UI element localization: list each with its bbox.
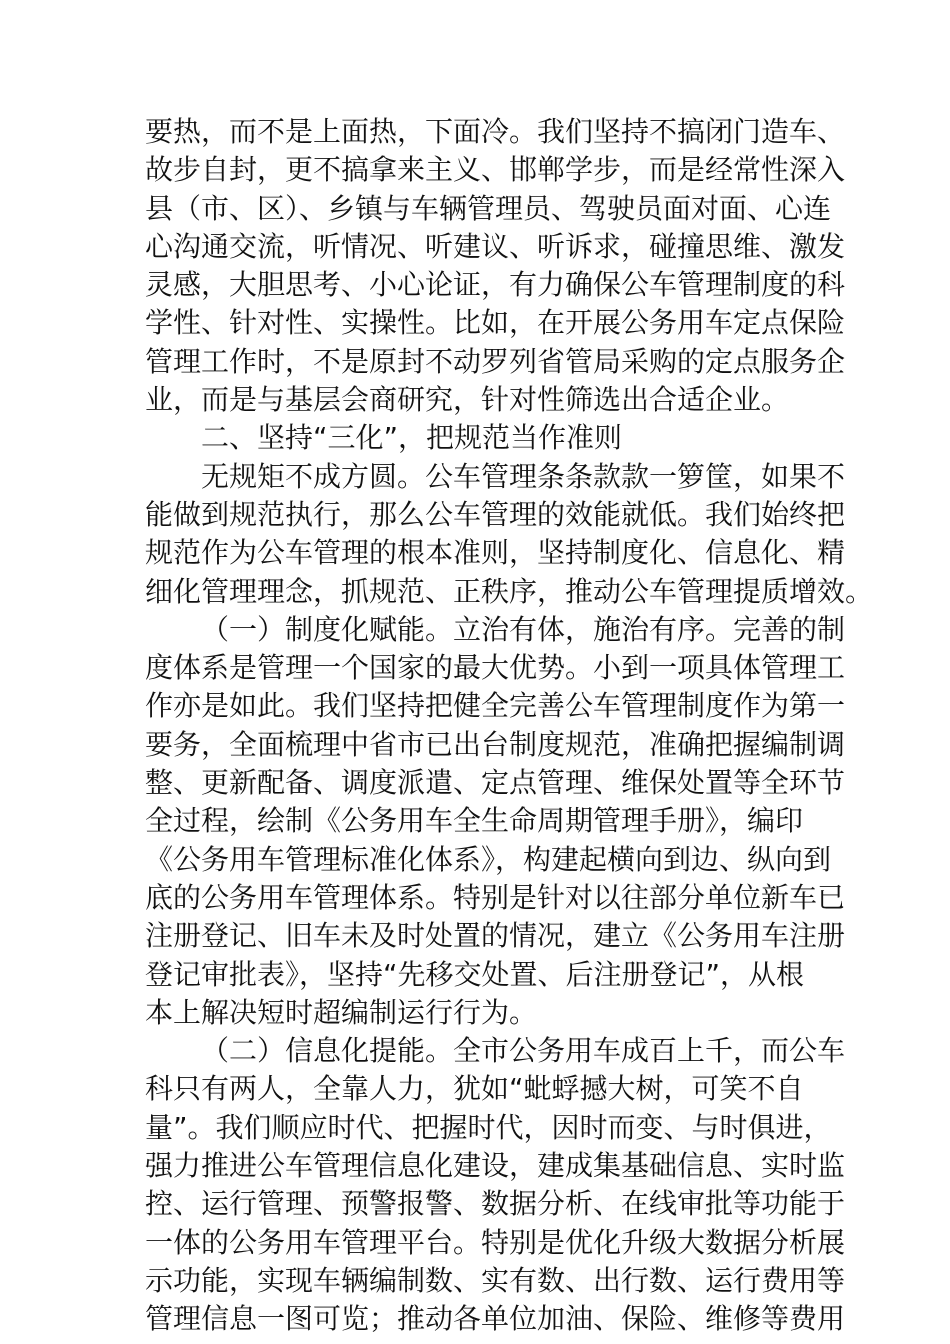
text-line: 管理信息一图可览；推动各单位加油、保险、维修等费用 <box>145 1302 846 1336</box>
text-line: 登记审批表》，坚持“先移交处置、后注册登记”，从根 <box>145 957 805 991</box>
subsection-first-line: （二）信息化提能。全市公务用车成百上千，而公车 <box>201 1034 846 1068</box>
text-line: 学性、针对性、实操性。比如，在开展公务用车定点保险 <box>145 306 846 340</box>
text-line: 心沟通交流，听情况、听建议、听诉求，碰撞思维、激发 <box>145 229 846 263</box>
text-line: 故步自封，更不搞拿来主义、邯郸学步，而是经常性深入 <box>145 153 846 187</box>
text-line: 《公务用车管理标准化体系》，构建起横向到边、纵向到 <box>145 842 832 876</box>
text-line: 作亦是如此。我们坚持把健全完善公车管理制度作为第一 <box>145 689 846 723</box>
text-line: 度体系是管理一个国家的最大优势。小到一项具体管理工 <box>145 651 846 685</box>
text-line: 示功能，实现车辆编制数、实有数、出行数、运行费用等 <box>145 1263 846 1297</box>
text-line: 底的公务用车管理体系。特别是针对以往部分单位新车已 <box>145 880 846 914</box>
text-line: 注册登记、旧车未及时处置的情况，建立《公务用车注册 <box>145 919 846 953</box>
text-line: 科只有两人，全靠人力，犹如“蚍蜉撼大树，可笑不自 <box>145 1072 804 1106</box>
subsection-first-line: （一）制度化赋能。立治有体，施治有序。完善的制 <box>201 612 846 646</box>
text-line: 一体的公务用车管理平台。特别是优化升级大数据分析展 <box>145 1225 846 1259</box>
text-line: 要务，全面梳理中省市已出台制度规范，准确把握编制调 <box>145 727 846 761</box>
text-line: 细化管理理念，抓规范、正秩序，推动公车管理提质增效。 <box>145 574 874 608</box>
text-line: 全过程，绘制《公务用车全生命周期管理手册》，编印 <box>145 804 804 838</box>
text-line: 县（市、区）、乡镇与车辆管理员、驾驶员面对面、心连 <box>145 191 832 225</box>
text-line: 要热，而不是上面热，下面冷。我们坚持不搞闭门造车、 <box>145 115 846 148</box>
text-line: 管理工作时，不是原封不动罗列省管局采购的定点服务企 <box>145 344 846 378</box>
section-heading: 二、坚持“三化”，把规范当作准则 <box>201 421 623 455</box>
text-line: 本上解决短时超编制运行行为。 <box>145 995 538 1029</box>
text-line: 能做到规范执行，那么公车管理的效能就低。我们始终把 <box>145 497 846 531</box>
document-body <box>145 113 874 1339</box>
text-line: 量”。我们顺应时代、把握时代，因时而变、与时俱进， <box>145 1110 832 1144</box>
text-line: 控、运行管理、预警报警、数据分析、在线审批等功能于 <box>145 1187 846 1221</box>
text-line: 灵感，大胆思考、小心论证，有力确保公车管理制度的科 <box>145 268 846 302</box>
text-line: 规范作为公车管理的根本准则，坚持制度化、信息化、精 <box>145 536 846 570</box>
paragraph-first-line: 无规矩不成方圆。公车管理条条款款一箩筐，如果不 <box>201 459 846 493</box>
text-line: 业，而是与基层会商研究，针对性筛选出合适企业。 <box>145 383 790 417</box>
text-line: 整、更新配备、调度派遣、定点管理、维保处置等全环节 <box>145 766 846 800</box>
text-line: 强力推进公车管理信息化建设，建成集基础信息、实时监 <box>145 1149 846 1183</box>
